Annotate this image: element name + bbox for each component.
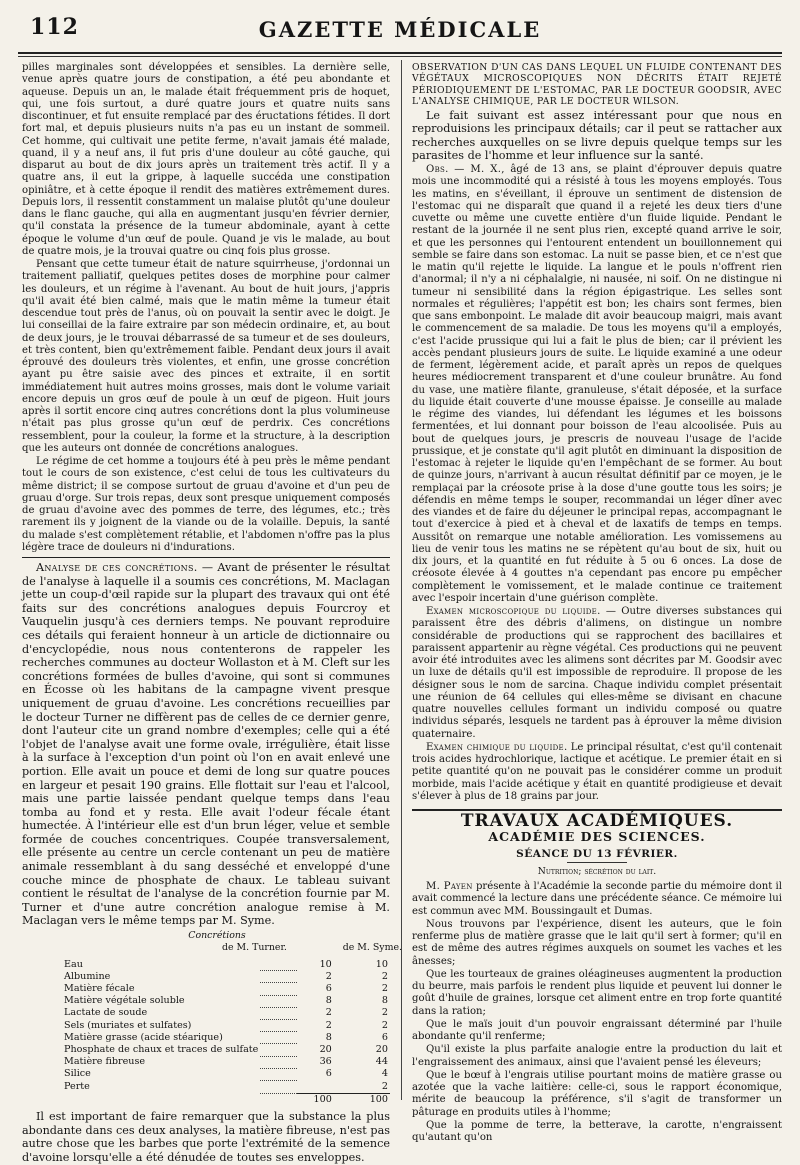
page-number: 112: [30, 14, 79, 40]
header-rule-thin: [18, 56, 782, 57]
mini-divider: [567, 862, 627, 863]
table-row: [62, 959, 390, 971]
observation-title: OBSERVATION D'UN CAS DANS LEQUEL UN FLUIDE CONTENANT DES VÉGÉTAUX MICROSCOPIQUES NON DÉCRITS ÉTAIT REJETÉ PÉRIODIQUEMENT DE L'ESTOMAC, PAR LE DOCTEUR GOODSIR, AVEC L'ANALYSE CHIMIQUE, PAR LE DOCTEUR WILSON.: [412, 62, 782, 108]
paragraph: Qu'il existe la plus parfaite analogie entre la production du lait et l'engraissement des animaux, ainsi que l'avaient pensé les éleveurs;: [412, 1044, 782, 1068]
composition-table: [62, 959, 390, 1106]
journal-title: GAZETTE MÉDICALE: [258, 16, 542, 42]
observation-paragraph: [412, 164, 782, 605]
syme-value: 10: [375, 958, 388, 970]
chemistry-text: Le principal résultat, c'est qu'il contenait trois acides hydrochlorique, lactique et acétique. Le premier était en si petite quantité qu'on ne pouvait pas le considérer comme un produit morbide, mais l'acide acétique y était en quantité prodigieuse et devait s'élever à plus de 18 grains par jour.: [412, 741, 782, 802]
academy-title: ACADÉMIE DES SCIENCES.: [488, 829, 706, 845]
session-date: SÉANCE DU 13 FÉVRIER.: [516, 847, 678, 860]
section-title: TRAVAUX ACADÉMIQUES.: [460, 811, 734, 831]
chemistry-paragraph: [412, 742, 782, 803]
turner-value: [297, 1081, 334, 1094]
paragraph: Que le maïs jouit d'un pouvoir engraissant déterminé par l'huile abondante qu'il renferme;: [412, 1018, 782, 1042]
paragraph: Que la pomme de terre, la betterave, la carotte, n'engraissent qu'autant qu'on: [412, 1119, 782, 1143]
row-label: Matière grasse (acide stéarique): [64, 1031, 223, 1043]
syme-value: 2: [381, 1019, 388, 1031]
payen-paragraph: M. Payen présente à l'Académie la seconde partie du mémoire dont il avait commencé la lecture dans une précédente séance. Ce mémoire lui est commun avec MM. Boussingault et Dumas.: [412, 881, 782, 917]
left-column: [22, 62, 402, 1165]
syme-value: 20: [375, 1043, 388, 1055]
chemistry-heading: Examen chimique du liquide.: [426, 741, 568, 753]
turner-value: 2: [325, 1019, 332, 1031]
syme-value: 44: [375, 1056, 388, 1068]
table-row: [62, 1020, 390, 1032]
syme-value: 2: [381, 970, 388, 982]
column-header-syme: de M. Syme.: [342, 942, 402, 954]
microscopy-paragraph: [412, 606, 782, 741]
author-name: M. Payen: [426, 881, 473, 892]
table-row: [62, 983, 390, 995]
topic-subtitle: Nutrition; sécrétion du lait.: [537, 865, 657, 877]
header-rule: [18, 52, 782, 54]
observation-label: Obs. — M. X.,: [426, 164, 511, 175]
paragraph: Pensant que cette tumeur était de nature squirrheuse, j'ordonnai un traitement palliatif, quelques petites doses de morphine pour calmer les douleurs, et un régime à l'avenant. Au bout de huit jours, j'appris qu'il avait été bien calmé, mais que le matin même la tumeur était descendue tout près de l'anus, où on pouvait la sentir avec le doigt. Je lui conseillai de la faire extraire par son médecin ordinaire, et, au bout de deux jours, je le trouvai débarrassé de sa tumeur et de ses douleurs, et très content, bien qu'extrêmement faible. Pendant deux jours il avait éprouvé des douleurs très violentes, et enfin, une grosse concrétion ayant pu être saisie avec des pinces et extraite, il en sortit immédiatement huit autres moins grosses, mais dont le volume variait encore depuis un gros œuf de poule à un œuf de pigeon. Huit jours après il sortit encore cinq autres concrétions dont la plus volumineuse n'était pas plus grosse qu'un œuf de perdrix. Ces concrétions ressemblent, pour la couleur, la forme et la structure, à la description que les auteurs ont donnée de concrétions analogues.: [22, 259, 390, 454]
table-row: [62, 971, 390, 983]
syme-value: 2: [381, 1007, 388, 1019]
paragraph: Il est important de faire remarquer que la substance la plus abondante dans ces deux analyses, la matière fibreuse, n'est pas autre chose que les barbes que porte l'extrémité de la semence d'avoine lorsqu'elle a été dénudée de toutes ses enveloppes.: [22, 1109, 390, 1164]
analyse-text: — Avant de présenter le résultat de l'analyse à laquelle il a soumis ces concrétions, M. Maclagan jette un coup-d'œil rapide sur la plupart des travaux qui ont été faits sur des concrétions analogues depuis Fourcroy et Vauquelin jusqu'à ces derniers temps. Ne pouvant reproduire ces détails qui feraient honneur à un article de dictionnaire ou d'encyclopédie, nous nous contenterons de rappeler les recherches communes au docteur Wollaston et à M. Cleft sur les concrétions formées de bulles d'avoine, qui sont si communes en Écosse où les habitans de la campagne vivent presque uniquement de gruau d'avoine. Les concrétions recueillies par le docteur Turner ne diffèrent pas de celles de ce dernier genre, dont l'auteur cite un grand nombre d'exemples; celle qui a été l'objet de l'analyse avait une forme ovale, irrégulière, était lisse à la surface à l'exception d'un point où l'on en avait enlevé une portion. Elle avait un pouce et demi de long sur quatre pouces en largeur et pesait 190 grains. Elle flottait sur l'eau et l'alcool, mais une partie laissée pendant quelque temps dans l'eau tomba au fond et y resta. Elle avait l'odeur fécale étant humectée. À l'intérieur elle est d'un brun léger, velue et semble formée de couches concentriques. Coupée transversalement, elle présente au centre un cercle contenant un peu de matière animale ressemblant à du sang desséché et enveloppé d'une couche mince de phosphate de chaux. Le tableau suivant contient le résultat de l'analyse de la concrétion fournie par M. Turner et d'une autre concrétion analogue remise à M. Maclagan vers le même temps par M. Syme.: [22, 561, 390, 928]
row-label: Matière végétale soluble: [64, 995, 185, 1007]
microscopy-heading: Examen microscopique du liquide.: [426, 606, 601, 617]
table-row: [62, 1068, 390, 1080]
paragraph: Que le bœuf à l'engrais utilise pourtant moins de matière grasse ou azotée que la vache laitière: celle-ci, sous le rapport économique, mérite de beaucoup la préférence, s'il s'agit de transformer un pâturage en produits utiles à l'homme;: [412, 1069, 782, 1118]
right-column: [412, 62, 782, 1145]
paragraph: Que les tourteaux de graines oléagineuses augmentent la production du beurre, mais parfois le rendent plus liquide et peuvent lui donner le goût d'huile de graines, lorsque cet aliment entre en trop forte quantité dans la ration;: [412, 968, 782, 1017]
page-header: [16, 14, 784, 44]
paragraph: pilles marginales sont développées et sensibles. La dernière selle, venue après quatre jours de constipation, a été peu abondante et aqueuse. Depuis un an, le malade était fréquemment pris de hoquet, qui, une fois surtout, a duré quatre jours et quatre nuits sans discontinuer, et fut ensuite remplacé par des éructations fétides. Il dort fort mal, et depuis plusieurs nuits n'a pas eu un instant de sommeil. Cet homme, qui cultivait une petite ferme, n'avait jamais été malade, quand, il y a neuf ans, il fut pris d'une douleur au côté gauche, qui disparut au bout de dix jours après un traitement très actif. Il y a quatre ans, il eut la grippe, à laquelle succéda une constipation opiniâtre, et à cette époque il rendit des matières extrêmement dures. Depuis lors, il ressentit constamment un malaise plutôt qu'une douleur dans le flanc gauche, qui alla en augmentant jusqu'en février dernier, qu'il constata la présence de la tumeur abdominale, ayant à cette époque le volume d'un œuf de poule. Quand je vis le malade, au bout de quatre mois, je la trouvai quatre ou cinq fois plus grosse.: [22, 62, 390, 257]
table-row: [62, 1056, 390, 1068]
table-row: [62, 995, 390, 1007]
turner-total: 100: [297, 1093, 334, 1106]
row-label: Sels (muriates et sulfates): [64, 1019, 192, 1031]
syme-total: 100: [334, 1093, 390, 1106]
row-label: Phosphate de chaux et traces de sulfate: [64, 1043, 259, 1055]
table-row: [62, 1081, 390, 1094]
row-label: Lactate de soude: [64, 1007, 148, 1019]
row-label: Albumine: [64, 970, 111, 982]
turner-value: 2: [325, 1007, 332, 1019]
turner-value: 6: [325, 1068, 332, 1080]
syme-value: 2: [381, 1080, 388, 1092]
paragraph: Le régime de cet homme a toujours été à peu près le même pendant tout le cours de son existence, c'est celui de tous les cultivateurs du même district; il se compose surtout de gruau d'avoine et d'un peu de gruau d'orge. Sur trois repas, deux sont presque uniquement composés de gruau d'avoine avec des pommes de terre, des légumes, etc.; très rarement ils y joignent de la viande ou de la volaille. Depuis, la santé du malade s'est complètement rétablie, et l'abdomen n'offre pas la plus légère trace de douleurs ni d'indurations.: [22, 456, 390, 553]
table-row: [62, 1007, 390, 1019]
section-divider: [22, 557, 390, 558]
column-header-turner: de M. Turner.: [222, 942, 287, 954]
row-label: Perte: [64, 1080, 90, 1092]
analyse-paragraph: [22, 561, 390, 928]
syme-value: 2: [381, 982, 388, 994]
row-label: Silice: [64, 1068, 91, 1080]
lead-paragraph: Le fait suivant est assez intéressant pour que nous en reproduisions les principaux détails; car il peut se rattacher aux recherches auxquelles on se livre depuis quelque temps sur les parasites de l'homme et leur influence sur la santé.: [412, 108, 782, 163]
turner-value: 8: [325, 1031, 332, 1043]
turner-value: 20: [319, 1043, 332, 1055]
table-caption: Concrétions: [188, 930, 246, 942]
table-column-headers: [222, 942, 402, 954]
microscopy-text: — Outre diverses substances qui paraissent être des débris d'alimens, on distingue un nombre considérable de productions qui se rapprochent des bacillaires et paraissent appartenir au règne végétal. Ces productions qui ne peuvent avoir été introduites avec les alimens sont décrites par M. Goodsir avec un luxe de détails qu'il est impossible de reproduire. Il propose de les désigner sous le nom de sarcina. Chaque individu complet présentait une réunion de 64 cellules qui elles-même se divisant en chacune quatre nouvelles cellules formant un individu composé ou quatre individus séparés, lesquels ne tardent pas à éprouver la même division quaternaire.: [412, 606, 782, 740]
turner-value: 8: [325, 995, 332, 1007]
table-row: [62, 1032, 390, 1044]
row-label: Eau: [64, 958, 83, 970]
row-label: Matière fécale: [64, 982, 135, 994]
syme-value: 4: [381, 1068, 388, 1080]
row-label: Matière fibreuse: [64, 1056, 146, 1068]
syme-value: 6: [381, 1031, 388, 1043]
turner-value: 10: [319, 958, 332, 970]
syme-value: 8: [381, 995, 388, 1007]
turner-value: 36: [319, 1056, 332, 1068]
analyse-heading: Analyse de ces concrétions.: [36, 561, 198, 574]
observation-text: âgé de 13 ans, se plaint d'éprouver depuis quatre mois une incommodité qui a résisté à tous les moyens employés. Tous les matins, en s'éveillant, il éprouve un sentiment de distension de l'estomac qui ne disparaît que quand il a rejeté les deux tiers d'une cuvette ou même une cuvette entière d'un fluide liquide. Pendant le restant de la journée il ne sent plus rien, excepté quand arrive le soir, et que les personnes qui l'entourent entendent un bouillonnement qui semble se faire dans son estomac. La nuit se passe bien, et ce n'est que le matin qu'il rejette le liquide. La langue et le pouls n'offrent rien d'anormal; il n'y a ni céphalalgie, ni nausée, ni soif. On ne distingue ni tumeur ni sensibilité dans la région épigastrique. Les selles sont normales et régulières; l'appétit est bon; les chairs sont fermes, bien que sans embonpoint. Le malade dit avoir beaucoup maigri, mais avant le commencement de sa maladie. De tous les moyens qu'il a employés, c'est l'acide prussique qui lui a fait le plus de bien; car il prévient les accès pendant plusieurs jours de suite. Le liquide examiné a une odeur de ferment, légèrement acide, et paraît après un repos de quelques heures médiocrement transparent et d'une couleur brunâtre. Au fond du vase, une matière filante, granuleuse, s'était déposée, et la surface du liquide était couverte d'une mousse épaisse. Je conseille au malade le régime des viandes, lui défendant les légumes et les boissons fermentées, et lui donnant pour boisson de l'eau alcoolisée. Puis au bout de quelques jours, je prescris de nouveau l'usage de l'acide prussique, et je constate qu'il agit plutôt en diminuant la disposition de l'estomac à rejeter le liquide qu'en l'empêchant de se former. Au bout de quinze jours, n'arrivant à aucun résultat définitif par ce moyen, je le remplaçai par la créosote prise à la dose d'une goutte tous les soirs; je défendis en même temps le souper, recommandai un léger dîner avec des viandes et de faire du déjeuner le principal repas, accompagnant le tout d'exercice à pied et à cheval et de laxatifs de temps en temps. Aussitôt on remarque une notable amélioration. Les vomissemens au lieu de venir tous les matins ne se répètent qu'au bout de six, huit ou dix jours, et la quantité en fut réduite à 5 ou 6 onces. La dose de créosote élevée à 4 gouttes n'a cependant pas encore pu empêcher complètement le vomissement, et le malade continue ce traitement avec l'espoir incertain d'une guérison complète.: [412, 164, 782, 604]
turner-value: 2: [325, 970, 332, 982]
table-total-row: [62, 1093, 390, 1106]
table-row: [62, 1044, 390, 1056]
paragraph: Nous trouvons par l'expérience, disent les auteurs, que le foin renferme plus de matière grasse que le lait qu'il sert à former; qu'il en est de même des autres régimes auxquels on soumet les vaches et les ânesses;: [412, 918, 782, 967]
turner-value: 6: [325, 982, 332, 994]
